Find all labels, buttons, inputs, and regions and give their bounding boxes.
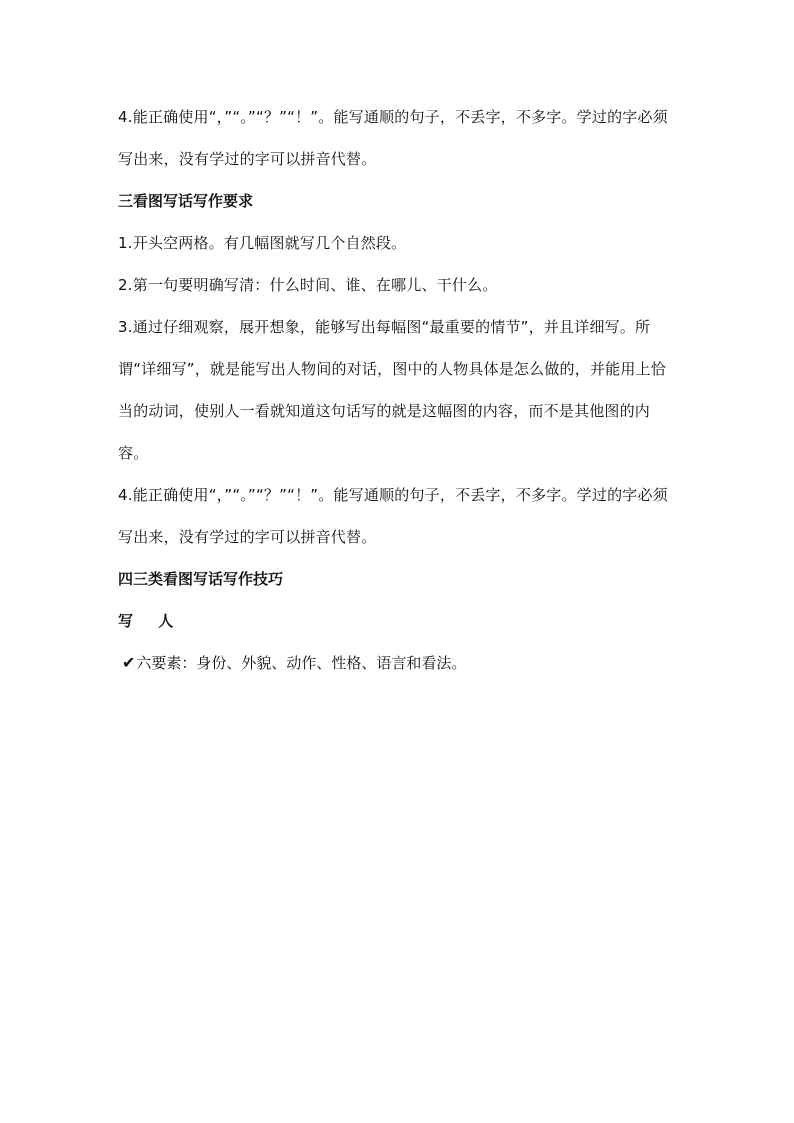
section-3-item-3: 3.通过仔细观察，展开想象，能够写出每幅图“最重要的情节”，并且详细写。所谓“详细写”，就是能写出人物间的对话，图中的人物具体是怎么做的，并能用上恰当的动词，使别人一看就知道这句话写的就是这幅图的内容，而不是其他图的内容。 bbox=[118, 318, 666, 462]
write-person-subheading: 写 人 bbox=[118, 612, 184, 630]
six-elements-text: 六要素：身份、外貌、动作、性格、语言和看法。 bbox=[136, 654, 467, 672]
section-3-item-1: 1.开头空两格。有几幅图就写几个自然段。 bbox=[118, 234, 407, 252]
section-3-heading: 三看图写话写作要求 bbox=[118, 192, 254, 210]
section-4-heading: 四三类看图写话写作技巧 bbox=[118, 570, 284, 588]
top-item-4: 4.能正确使用“，”“。”“？”“！”。能写通顺的句子，不丢字，不多字。学过的字必须写出来，没有学过的字可以拼音代替。 bbox=[118, 108, 668, 168]
document-body bbox=[118, 96, 678, 684]
section-3-item-4: 4.能正确使用“，”“。”“？”“！”。能写通顺的句子，不丢字，不多字。学过的字必须写出来，没有学过的字可以拼音代替。 bbox=[118, 486, 668, 546]
six-elements-line bbox=[118, 642, 678, 684]
section-3-item-2: 2.第一句要明确写清：什么时间、谁、在哪儿、干什么。 bbox=[118, 276, 498, 294]
checkmark-icon: ✔ bbox=[122, 653, 136, 672]
